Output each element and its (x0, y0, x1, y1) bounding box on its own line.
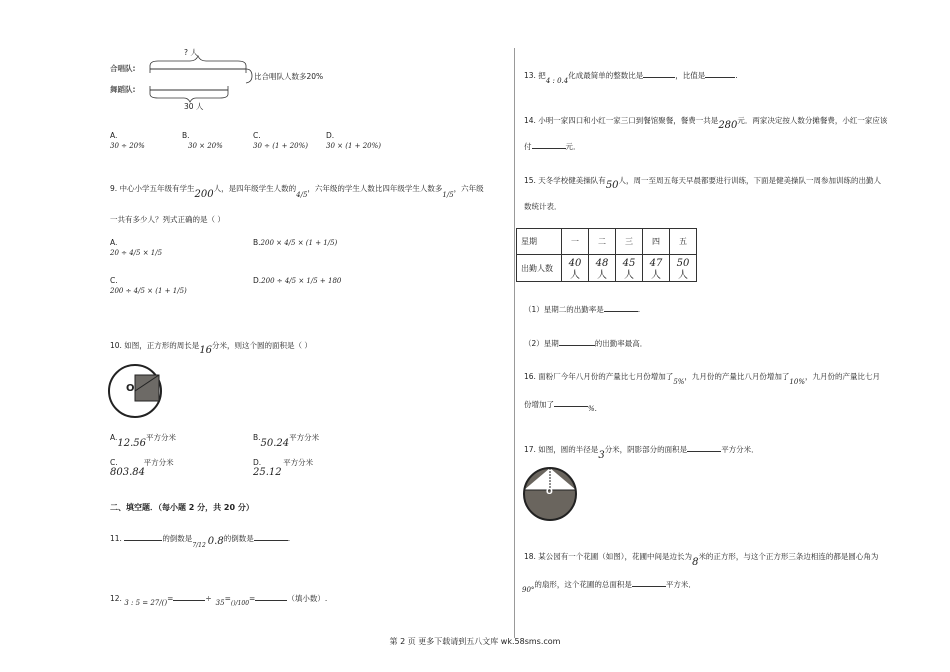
q8-option-c[interactable] (253, 131, 308, 151)
q12-blank-1[interactable] (173, 592, 205, 601)
option-letter: C. (253, 131, 261, 140)
option-letter: D. (253, 276, 262, 285)
column-divider (514, 48, 515, 638)
page-footer: 第 2 页 更多下载请到五八文库 wk.58sms.com (389, 637, 561, 646)
q13-text: ，比值是 (675, 71, 706, 80)
q9-number: 200 (194, 189, 214, 200)
q11-blank-1[interactable] (124, 532, 162, 541)
q18-text: 的扇形，这个花圃的总面积是 (534, 580, 632, 589)
cell-value: 40 (568, 258, 582, 269)
q17-figure (522, 466, 578, 522)
q15-text: （2）星期 (524, 339, 559, 348)
option-value: 25.12 (253, 467, 282, 478)
q8-unknown-label: ? 人 (184, 48, 198, 57)
table-header-row (517, 229, 697, 255)
q9-option-b[interactable] (253, 238, 337, 248)
option-letter: D. (253, 458, 262, 467)
q18-text: 米的正方形，与这个正方形三条边相连的都是圆心角为 (698, 552, 879, 561)
q12-text: = (249, 594, 256, 603)
q18-blank[interactable] (632, 578, 666, 587)
q15-text: 的出勤率最高． (594, 339, 648, 348)
q15-text: 15. 天冬学校健美操队有 (524, 176, 606, 185)
table-header-cell: 五 (670, 229, 697, 255)
q17-number: 3 (598, 450, 605, 461)
table-header-cell: 三 (616, 229, 643, 255)
q16-line1 (524, 372, 880, 386)
q9-text: ，六年级的学生人数比四年级学生人数多 (307, 184, 443, 193)
q13-blank-1[interactable] (643, 69, 675, 78)
q11-blank-2[interactable] (254, 532, 291, 543)
q12-text: ÷ (205, 594, 212, 603)
table-cell (643, 255, 670, 282)
q11-number: 0.8 (207, 536, 224, 547)
table-header-cell: 星期 (517, 229, 562, 255)
table-header-cell: 四 (643, 229, 670, 255)
q16-line2 (524, 398, 597, 413)
option-unit: 平方分米 (289, 433, 320, 442)
q14-text: 元． (565, 142, 581, 151)
q17-blank[interactable] (687, 443, 721, 452)
cell-unit: 人 (624, 270, 634, 281)
q9-option-d[interactable] (253, 276, 341, 286)
attendance-table (516, 228, 697, 282)
q16-text: ，九月份的产量比七月 (804, 372, 880, 381)
q14-blank[interactable] (532, 140, 566, 149)
table-header-cell: 二 (589, 229, 616, 255)
q12-fraction: ()/100 (230, 600, 250, 607)
q14-text: 付 (524, 142, 532, 151)
q14-number: 280 (718, 120, 738, 131)
option-letter: B. (253, 238, 261, 247)
q15-text: . (637, 305, 641, 314)
q18-text: 平方米． (665, 580, 696, 589)
q8-option-a[interactable] (110, 131, 145, 151)
q9-stem-line2: 一共有多少人？列式正确的是（ ） (110, 215, 225, 224)
q11-text: 11. (110, 534, 125, 543)
q18-text: 18. 某公园有一个花圃（如图），花圃中间是边长为 (524, 552, 693, 561)
q9-text: ，六年级 (453, 184, 484, 193)
table-cell (670, 255, 697, 282)
q8-bar-diagram (108, 52, 308, 112)
q13-blank-2[interactable] (705, 69, 738, 80)
q13-text: 化成最简单的整数比是 (568, 71, 644, 80)
section-heading: 二、填空题．（每小题 2 分，共 20 分） (110, 503, 254, 512)
q8-chorus-label: 合唱队: (110, 64, 136, 73)
q9-option-a[interactable] (110, 238, 162, 258)
option-unit: 平方分米 (283, 458, 314, 467)
q10-option-a[interactable] (110, 433, 177, 449)
q15-number: 50 (605, 180, 619, 191)
q8-dance-label: 舞蹈队: (110, 85, 136, 94)
q16-percent: 10% (789, 378, 805, 386)
table-row-label: 出勤人数 (517, 255, 562, 282)
q14-line2 (524, 140, 581, 152)
q15-sub1 (524, 303, 640, 315)
table-header-cell: 一 (562, 229, 589, 255)
option-letter: C. (110, 458, 118, 467)
option-value: 30 ÷ (1 + 20%) (253, 142, 309, 150)
q9-fraction: 4/5 (296, 191, 308, 199)
q12-text: = (167, 594, 174, 603)
option-letter: A. (110, 433, 118, 442)
q8-diagram (108, 48, 324, 112)
center-label: O (546, 487, 553, 496)
q12 (110, 592, 327, 605)
q11 (110, 532, 291, 549)
q13-text: 13. 把 (524, 71, 546, 80)
table-row (517, 255, 697, 282)
q18-angle: 90° (522, 586, 535, 594)
q10-text: 10. 如图，正方形的周长是 (110, 341, 200, 350)
q12-blank-2[interactable] (255, 592, 287, 601)
center-label: O (126, 383, 135, 394)
q11-text: 的倒数是 (223, 534, 254, 543)
q16-percent: 5% (673, 378, 685, 386)
q18-number: 8 (692, 557, 699, 568)
q14-text: 元．两家决定按人数分摊餐费，小红一家应该 (737, 116, 888, 125)
option-value: 50.24 (260, 438, 290, 449)
q9-option-c[interactable] (110, 276, 187, 296)
q13 (524, 69, 738, 85)
q15-line2: 数统计表． (524, 202, 562, 211)
cell-value: 50 (676, 258, 690, 269)
q15-sub2 (524, 337, 647, 349)
q16-blank[interactable] (554, 398, 588, 407)
q9-text: 人，是四年级学生人数的 (213, 184, 297, 193)
table-cell (562, 255, 589, 282)
cell-unit: 人 (570, 270, 580, 281)
q15-text: （1）星期二的出勤率是 (524, 305, 604, 314)
q17-text: 分米，阴影部分的面积是 (604, 445, 688, 454)
q17 (524, 443, 759, 461)
q13-text: . (735, 71, 738, 80)
q15-blank-1[interactable] (604, 303, 641, 314)
q13-ratio: 4 : 0.4 (545, 77, 569, 85)
q15-line1 (524, 176, 882, 191)
cell-value: 45 (622, 258, 636, 269)
q12-text: = (224, 594, 231, 603)
option-letter: D. (326, 131, 335, 140)
q10-figure (108, 361, 168, 421)
option-unit: 平方分米 (143, 458, 174, 467)
q18-line2 (522, 578, 696, 594)
option-letter: A. (110, 131, 118, 140)
q10-option-d[interactable] (253, 458, 313, 478)
q10-number: 16 (199, 345, 213, 356)
q10-option-b[interactable] (253, 433, 320, 449)
q17-text: 平方分米． (721, 445, 759, 454)
q9-fraction: 1/5 (442, 191, 454, 199)
q16-text: ，九月份的产量比八月份增加了 (684, 372, 790, 381)
q16-text: 16. 面粉厂今年八月份的产量比七月份增加了 (524, 372, 674, 381)
option-value: 200 ÷ 4/5 × 1/5 + 180 (261, 277, 342, 285)
option-value: 30 × (1 + 20%) (326, 142, 382, 150)
option-letter: A. (110, 238, 118, 247)
q15-blank-2[interactable] (559, 337, 595, 346)
q18-line1 (524, 552, 879, 568)
q11-fraction: 7/12 (192, 542, 206, 549)
circle-square-figure (108, 361, 168, 421)
q11-text: . (287, 534, 291, 543)
q12-text: （填小数）. (287, 594, 328, 603)
option-value: 200 ÷ 4/5 × (1 + 1/5) (110, 287, 187, 295)
option-value: 803.84 (110, 467, 145, 478)
option-unit: 平方分米 (146, 433, 177, 442)
option-value: 20 ÷ 4/5 × 1/5 (110, 249, 163, 257)
q12-ratio: 3 : 5 = 27/() (124, 599, 168, 607)
cell-value: 48 (595, 258, 609, 269)
option-value: 12.56 (117, 438, 147, 449)
option-letter: C. (110, 276, 118, 285)
q15-text: 人，周一至周五每天早晨都要进行训练，下面是健美操队一周参加训练的出勤人 (618, 176, 882, 185)
q12-text: 12. (110, 594, 125, 603)
q16-text: 份增加了 (524, 400, 554, 409)
q14-text: 14. 小明一家四口和小红一家三口到餐馆聚餐，餐费一共是 (524, 116, 719, 125)
cell-value: 47 (649, 258, 663, 269)
option-letter: B. (182, 131, 190, 140)
table-cell (616, 255, 643, 282)
cell-unit: 人 (678, 270, 688, 281)
q8-note: 比合唱队人数多20% (254, 72, 324, 81)
q10-text: 分米，则这个圆的面积是（ ） (212, 341, 312, 350)
option-value: 30 × 20% (188, 142, 223, 150)
q8-total-label: 30 人 (184, 102, 204, 111)
q16-text: %. (588, 405, 597, 413)
q12-number: 35 (215, 599, 225, 607)
q14-line1 (524, 116, 888, 131)
q9-text: 9. 中心小学五年级有学生 (110, 184, 195, 193)
option-value: 30 ÷ 20% (110, 142, 145, 150)
option-value: 200 × 4/5 × (1 + 1/5) (260, 239, 338, 247)
option-letter: B. (253, 433, 261, 442)
q8-option-d[interactable] (326, 131, 381, 151)
q10-option-c[interactable] (110, 458, 174, 478)
q17-text: 17. 如图，圆的半径是 (524, 445, 599, 454)
q9-stem-line1 (110, 184, 484, 200)
cell-unit: 人 (597, 270, 607, 281)
q11-text: 的倒数是 (162, 534, 193, 543)
q8-option-b[interactable] (182, 131, 223, 151)
table-cell (589, 255, 616, 282)
q10-stem (110, 341, 312, 356)
cell-unit: 人 (651, 270, 661, 281)
